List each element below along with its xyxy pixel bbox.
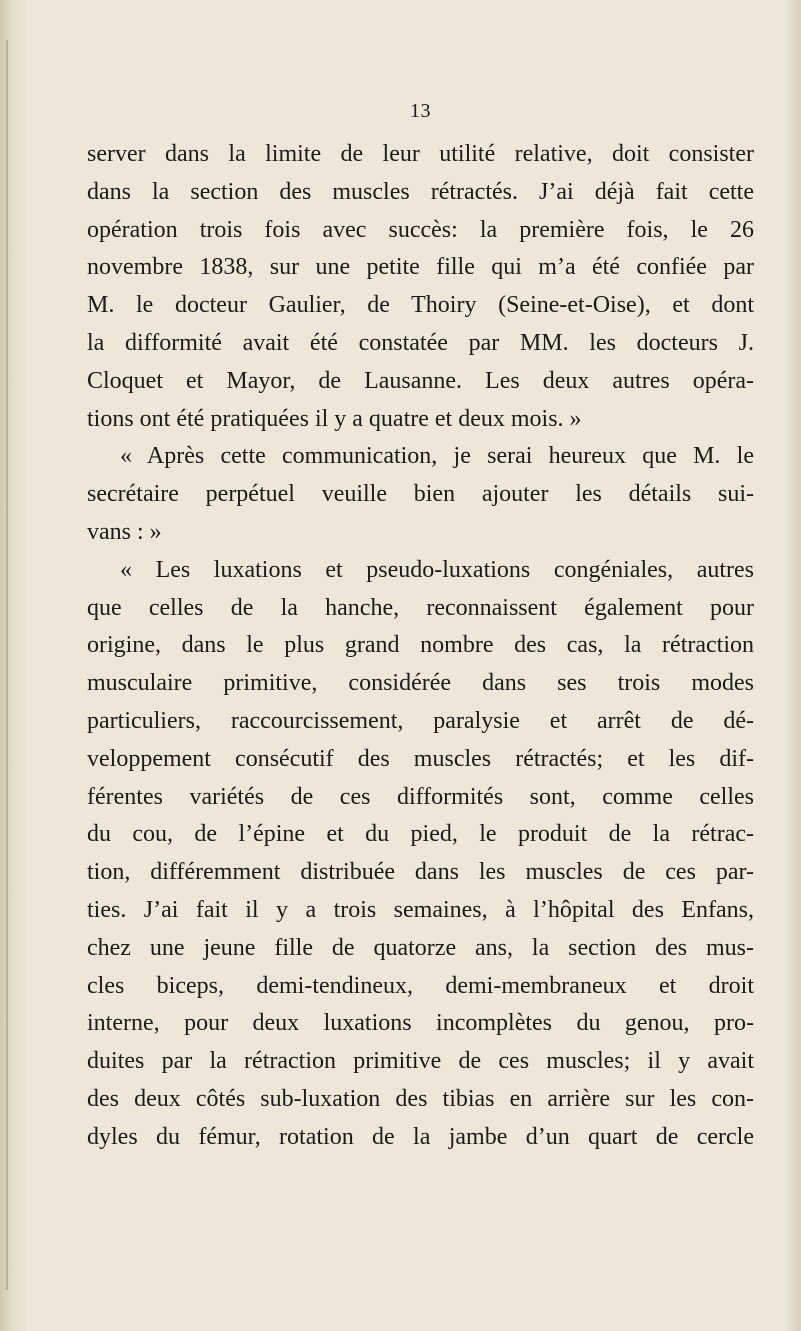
text-line: particuliers, raccourcissement, paralysie et arrêt de dé- — [87, 707, 754, 734]
text-line: secrétaire perpétuel veuille bien ajouter les détails sui- — [87, 481, 754, 508]
text-line: Cloquet et Mayor, de Lausanne. Les deux autres opéra- — [87, 367, 754, 394]
text-line: duites par la rétraction primitive de ces muscles; il y avait — [87, 1048, 754, 1075]
text-line: server dans la limite de leur utilité relative, doit consister — [87, 141, 754, 167]
text-line: novembre 1838, sur une petite fille qui m’a été confiée par — [87, 254, 754, 281]
text-line: M. le docteur Gaulier, de Thoiry (Seine-et-Oise), et dont — [87, 292, 754, 319]
text-line: que celles de la hanche, reconnaissent également pour — [87, 594, 754, 621]
text-line: la difformité avait été constatée par MM. les docteurs J. — [87, 329, 754, 356]
text-line: tions ont été pratiquées il y a quatre et deux mois. » — [87, 405, 582, 432]
text-line: du cou, de l’épine et du pied, le produit de la rétrac- — [87, 821, 754, 848]
text-line: musculaire primitive, considérée dans ses trois modes — [87, 670, 754, 697]
page-number: 13 — [410, 100, 431, 122]
text-line: tion, différemment distribuée dans les muscles de ces par- — [87, 859, 754, 886]
text-line: des deux côtés sub-luxation des tibias en arrière sur les con- — [87, 1085, 754, 1112]
text-line: origine, dans le plus grand nombre des cas, la rétraction — [87, 632, 754, 659]
text-line: ties. J’ai fait il y a trois semaines, à l’hôpital des Enfans, — [87, 896, 754, 923]
text-line: veloppement consécutif des muscles rétractés; et les dif- — [87, 745, 754, 772]
page-binding-edge — [0, 0, 26, 1331]
text-line: vans : » — [87, 518, 162, 545]
text-line: interne, pour deux luxations incomplètes du genou, pro- — [87, 1010, 754, 1037]
body-text — [87, 136, 754, 1157]
text-line: dans la section des muscles rétractés. J’ai déjà fait cette — [87, 178, 754, 205]
text-line: dyles du fémur, rotation de la jambe d’un quart de cercle — [87, 1123, 754, 1150]
text-line: « Après cette communication, je serai heureux que M. le — [120, 443, 754, 470]
binding-shadow-line — [6, 40, 8, 1290]
text-line: opération trois fois avec succès: la première fois, le 26 — [87, 216, 754, 243]
text-line: férentes variétés de ces difformités sont, comme celles — [87, 783, 754, 810]
page-right-edge — [787, 0, 801, 1331]
text-line: chez une jeune fille de quatorze ans, la section des mus- — [87, 934, 754, 961]
text-line: cles biceps, demi-tendineux, demi-membraneux et droit — [87, 972, 754, 999]
text-line: « Les luxations et pseudo-luxations congéniales, autres — [120, 556, 754, 583]
